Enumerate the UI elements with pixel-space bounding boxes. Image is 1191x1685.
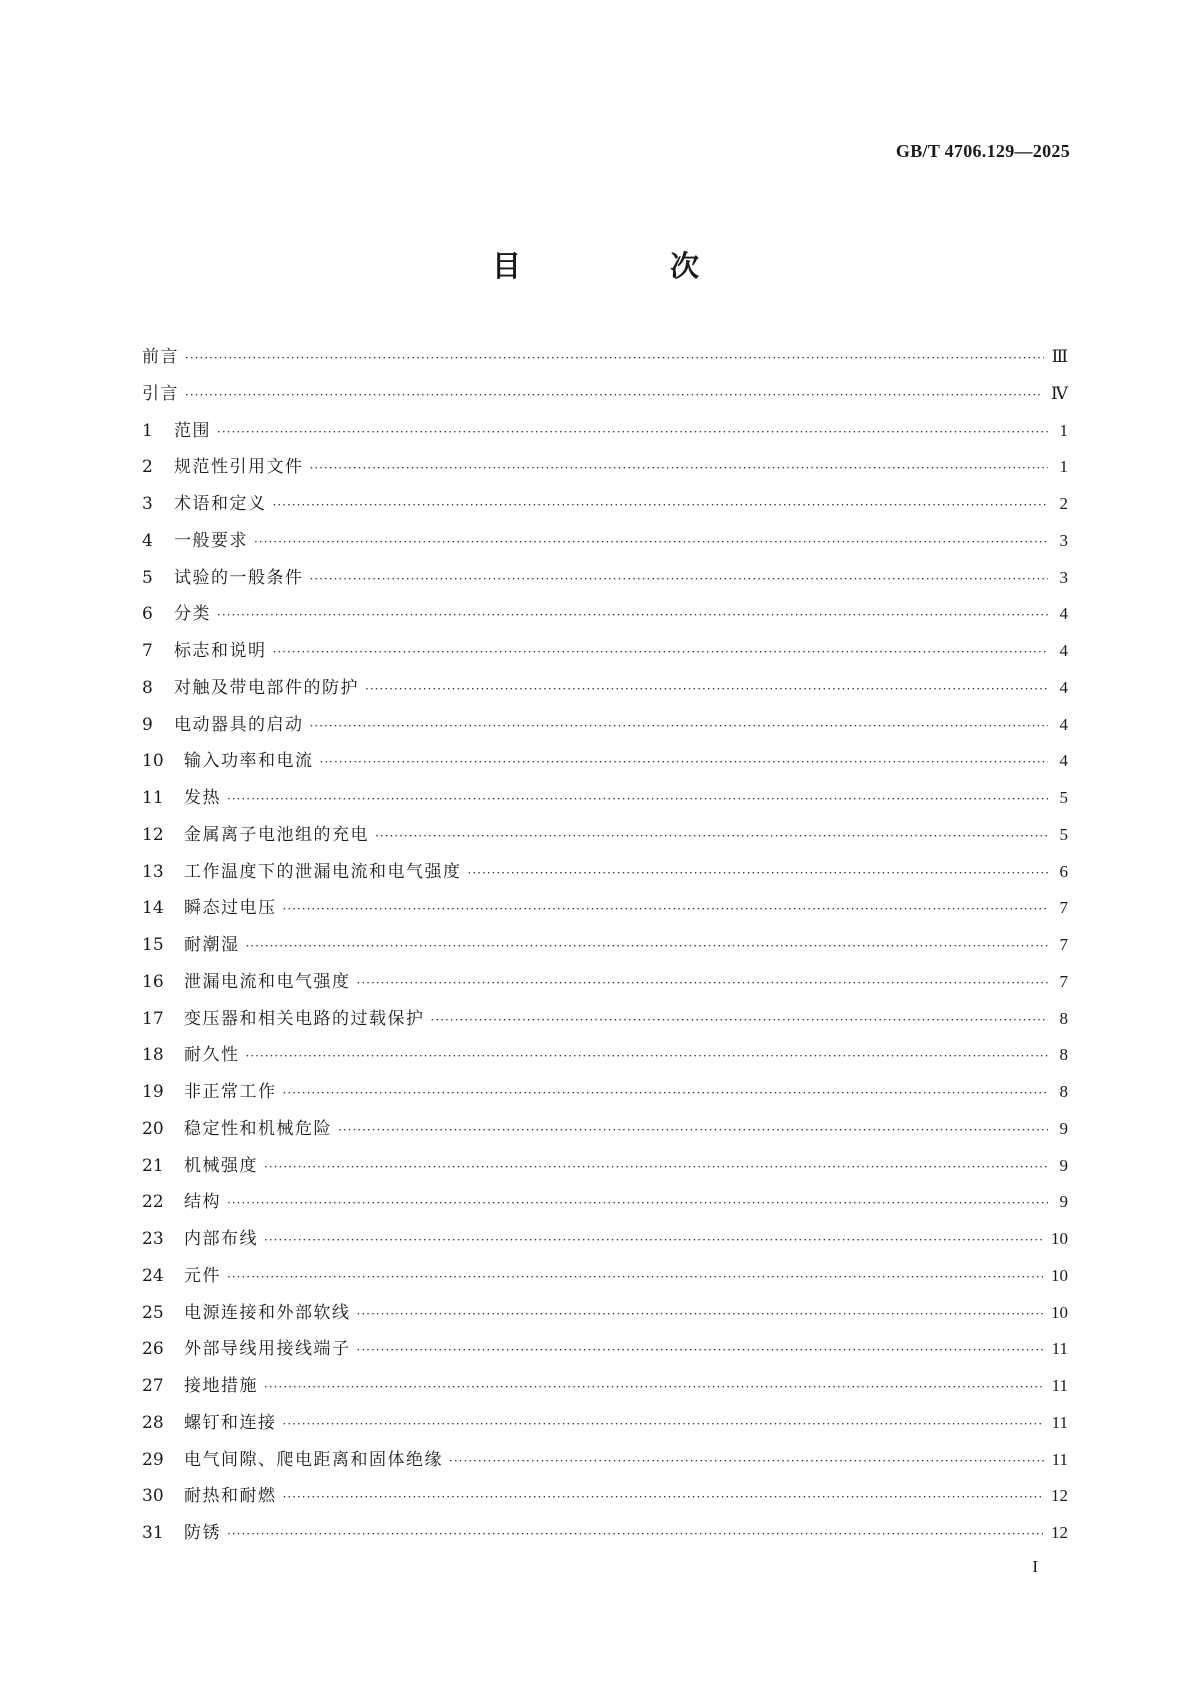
- toc-entry[interactable]: [142, 964, 1068, 1001]
- toc-entry-number: 1: [142, 420, 153, 441]
- toc-entry[interactable]: [142, 413, 1068, 450]
- toc-entry[interactable]: [142, 1442, 1068, 1479]
- toc-entry-page: 9: [1059, 1155, 1068, 1175]
- toc-entry-label: 引言: [142, 383, 179, 404]
- toc-entry[interactable]: [142, 707, 1068, 744]
- toc-entry[interactable]: [142, 633, 1068, 670]
- toc-leader-dots: [283, 1406, 1044, 1443]
- toc-entry-number: 18: [142, 1045, 164, 1066]
- toc-entry[interactable]: [142, 1111, 1068, 1148]
- toc-entry-number: 4: [142, 530, 153, 551]
- toc-leader-dots: [338, 1112, 1048, 1149]
- toc-leader-dots: [217, 597, 1048, 634]
- toc-entry[interactable]: [142, 743, 1068, 780]
- toc-leader-dots: [365, 671, 1048, 708]
- toc-entry-number: 7: [142, 641, 153, 661]
- toc-entry-number: 9: [142, 714, 153, 735]
- toc-entry-page: 4: [1059, 677, 1068, 697]
- toc-entry-page: 4: [1059, 714, 1068, 734]
- toc-entry-page: 11: [1051, 1449, 1068, 1469]
- toc-entry[interactable]: [142, 486, 1068, 523]
- toc-entry-page: Ⅲ: [1051, 347, 1068, 366]
- toc-entry[interactable]: [142, 890, 1068, 927]
- toc-entry-number: 10: [142, 751, 164, 772]
- toc-entry-label: 稳定性和机械危险: [184, 1118, 332, 1139]
- toc-entry-page: 9: [1059, 1192, 1068, 1212]
- toc-entry-number: 27: [142, 1376, 164, 1396]
- toc-entry-number: 31: [142, 1523, 164, 1543]
- toc-entry-label: 泄漏电流和电气强度: [184, 971, 351, 992]
- toc-leader-dots: [283, 1479, 1044, 1516]
- toc-leader-dots: [357, 1296, 1044, 1333]
- toc-entry-label: 电气间隙、爬电距离和固体绝缘: [184, 1449, 443, 1470]
- toc-entry[interactable]: [142, 817, 1068, 854]
- toc-leader-dots: [264, 1149, 1048, 1186]
- toc-entry-label: 电源连接和外部软线: [184, 1302, 351, 1323]
- toc-leader-dots: [246, 928, 1049, 965]
- toc-entry-number: 17: [142, 1008, 164, 1029]
- toc-entry-page: 10: [1051, 1265, 1068, 1285]
- toc-entry-number: 6: [142, 604, 153, 625]
- toc-entry-label: 术语和定义: [174, 494, 267, 514]
- toc-entry[interactable]: [142, 1258, 1068, 1295]
- toc-entry-label: 非正常工作: [184, 1082, 277, 1102]
- toc-entry-number: 20: [142, 1118, 164, 1139]
- toc-entry[interactable]: [142, 376, 1068, 413]
- toc-entry-page: 8: [1059, 1008, 1068, 1028]
- toc-entry-number: 11: [142, 788, 164, 808]
- toc-entry[interactable]: [142, 1221, 1068, 1258]
- toc-leader-dots: [273, 487, 1049, 524]
- toc-leader-dots: [264, 1222, 1043, 1259]
- toc-entry-number: 3: [142, 494, 153, 514]
- toc-leader-dots: [185, 340, 1044, 377]
- toc-entry-label: 范围: [174, 420, 211, 441]
- toc-entry-label: 金属离子电池组的充电: [184, 824, 369, 845]
- toc-entry[interactable]: [142, 780, 1068, 817]
- toc-leader-dots: [431, 1002, 1049, 1039]
- toc-entry[interactable]: [142, 560, 1068, 597]
- toc-entry-page: 11: [1051, 1412, 1068, 1432]
- toc-leader-dots: [246, 1038, 1049, 1075]
- toc-entry-page: 6: [1059, 861, 1068, 881]
- toc-entry-label: 一般要求: [174, 530, 248, 551]
- toc-entry-label: 螺钉和连接: [184, 1412, 277, 1433]
- toc-entry-page: 3: [1059, 530, 1068, 550]
- toc-leader-dots: [449, 1443, 1044, 1480]
- toc-leader-dots: [254, 524, 1048, 561]
- toc-entry-page: 3: [1059, 567, 1068, 587]
- toc-leader-dots: [283, 1075, 1049, 1112]
- table-of-contents: [142, 339, 1068, 1552]
- toc-entry[interactable]: [142, 1295, 1068, 1332]
- toc-entry-page: Ⅳ: [1051, 383, 1068, 403]
- toc-entry-number: 16: [142, 971, 164, 992]
- toc-entry-number: 28: [142, 1412, 164, 1433]
- toc-leader-dots: [357, 1332, 1044, 1369]
- toc-entry[interactable]: [142, 1037, 1068, 1074]
- toc-entry-page: 7: [1059, 898, 1068, 918]
- toc-entry-page: 11: [1051, 1376, 1068, 1395]
- toc-leader-dots: [310, 450, 1049, 487]
- toc-entry[interactable]: [142, 1001, 1068, 1038]
- toc-entry-number: 29: [142, 1449, 164, 1470]
- toc-entry-label: 标志和说明: [174, 641, 267, 661]
- toc-title: 目 次: [491, 249, 759, 283]
- toc-entry-page: 8: [1059, 1082, 1068, 1101]
- toc-entry-number: 30: [142, 1486, 164, 1507]
- toc-leader-dots: [310, 708, 1049, 745]
- toc-entry-page: 4: [1059, 751, 1068, 771]
- toc-entry[interactable]: [142, 1478, 1068, 1515]
- toc-entry-page: 4: [1059, 641, 1068, 660]
- toc-entry-page: 1: [1059, 420, 1068, 440]
- toc-entry-page: 1: [1059, 457, 1068, 477]
- toc-entry-number: 21: [142, 1155, 164, 1176]
- toc-entry-page: 12: [1051, 1523, 1068, 1542]
- toc-entry-number: 8: [142, 677, 153, 698]
- toc-entry[interactable]: [142, 1368, 1068, 1405]
- toc-entry-page: 11: [1051, 1339, 1068, 1359]
- toc-leader-dots: [227, 1516, 1043, 1553]
- toc-entry-page: 5: [1059, 788, 1068, 807]
- toc-entry[interactable]: [142, 927, 1068, 964]
- toc-entry-number: 14: [142, 898, 164, 919]
- toc-entry-number: 25: [142, 1302, 164, 1323]
- toc-entry-label: 内部布线: [184, 1229, 258, 1249]
- toc-entry-page: 9: [1059, 1118, 1068, 1138]
- toc-entry[interactable]: [142, 1515, 1068, 1552]
- toc-entry-page: 8: [1059, 1045, 1068, 1065]
- toc-entry-page: 5: [1059, 824, 1068, 844]
- toc-entry[interactable]: [142, 596, 1068, 633]
- toc-leader-dots: [227, 781, 1048, 818]
- toc-entry-label: 耐热和耐燃: [184, 1486, 277, 1507]
- toc-entry-label: 发热: [184, 788, 221, 808]
- toc-entry-number: 13: [142, 861, 164, 882]
- toc-leader-dots: [320, 744, 1049, 781]
- toc-entry[interactable]: [142, 1074, 1068, 1111]
- toc-entry-label: 机械强度: [184, 1155, 258, 1176]
- toc-entry-page: 2: [1059, 494, 1068, 513]
- toc-entry-number: 15: [142, 935, 164, 955]
- page-number: I: [1032, 1557, 1038, 1576]
- toc-leader-dots: [310, 561, 1049, 598]
- toc-entry-label: 接地措施: [184, 1376, 258, 1396]
- toc-entry[interactable]: [142, 854, 1068, 891]
- toc-entry-label: 规范性引用文件: [174, 457, 304, 478]
- toc-leader-dots: [217, 414, 1048, 451]
- toc-entry-page: 10: [1051, 1229, 1068, 1248]
- toc-entry[interactable]: [142, 1148, 1068, 1185]
- toc-entry-label: 耐潮湿: [184, 935, 240, 955]
- toc-leader-dots: [264, 1369, 1044, 1406]
- toc-entry-label: 前言: [142, 347, 179, 367]
- toc-entry[interactable]: [142, 523, 1068, 560]
- toc-entry-label: 元件: [184, 1265, 221, 1286]
- toc-entry-label: 耐久性: [184, 1045, 240, 1066]
- toc-entry-number: 22: [142, 1192, 164, 1213]
- toc-entry-label: 外部导线用接线端子: [184, 1339, 351, 1360]
- toc-leader-dots: [185, 377, 1043, 414]
- toc-entry-label: 工作温度下的泄漏电流和电气强度: [184, 861, 462, 882]
- toc-leader-dots: [283, 891, 1049, 928]
- toc-entry-number: 5: [142, 567, 153, 588]
- standard-number: GB/T 4706.129—2025: [895, 141, 1070, 161]
- toc-entry-label: 变压器和相关电路的过载保护: [184, 1008, 425, 1029]
- toc-entry[interactable]: [142, 670, 1068, 707]
- toc-leader-dots: [468, 855, 1049, 892]
- toc-leader-dots: [273, 634, 1049, 671]
- toc-entry-number: 26: [142, 1339, 164, 1360]
- toc-entry[interactable]: [142, 1331, 1068, 1368]
- toc-leader-dots: [375, 818, 1048, 855]
- toc-entry[interactable]: [142, 449, 1068, 486]
- toc-entry-label: 分类: [174, 604, 211, 625]
- toc-entry-label: 输入功率和电流: [184, 751, 314, 772]
- toc-entry-number: 2: [142, 457, 153, 478]
- toc-entry[interactable]: [142, 1184, 1068, 1221]
- toc-entry-page: 7: [1059, 971, 1068, 991]
- toc-entry-number: 19: [142, 1082, 164, 1102]
- toc-entry-number: 12: [142, 824, 164, 845]
- toc-entry-page: 4: [1059, 604, 1068, 624]
- toc-entry-label: 电动器具的启动: [174, 714, 304, 735]
- toc-entry[interactable]: [142, 339, 1068, 376]
- toc-entry-page: 7: [1059, 935, 1068, 954]
- toc-leader-dots: [227, 1259, 1043, 1296]
- toc-entry-label: 试验的一般条件: [174, 567, 304, 588]
- toc-entry-number: 24: [142, 1265, 164, 1286]
- toc-entry-label: 防锈: [184, 1523, 221, 1543]
- toc-entry-label: 结构: [184, 1192, 221, 1213]
- toc-entry-label: 瞬态过电压: [184, 898, 277, 919]
- toc-entry-number: 23: [142, 1229, 164, 1249]
- toc-leader-dots: [227, 1185, 1048, 1222]
- toc-entry-label: 对触及带电部件的防护: [174, 677, 359, 698]
- toc-entry-page: 12: [1051, 1486, 1068, 1506]
- toc-entry-page: 10: [1051, 1302, 1068, 1322]
- toc-entry[interactable]: [142, 1405, 1068, 1442]
- toc-leader-dots: [357, 965, 1049, 1002]
